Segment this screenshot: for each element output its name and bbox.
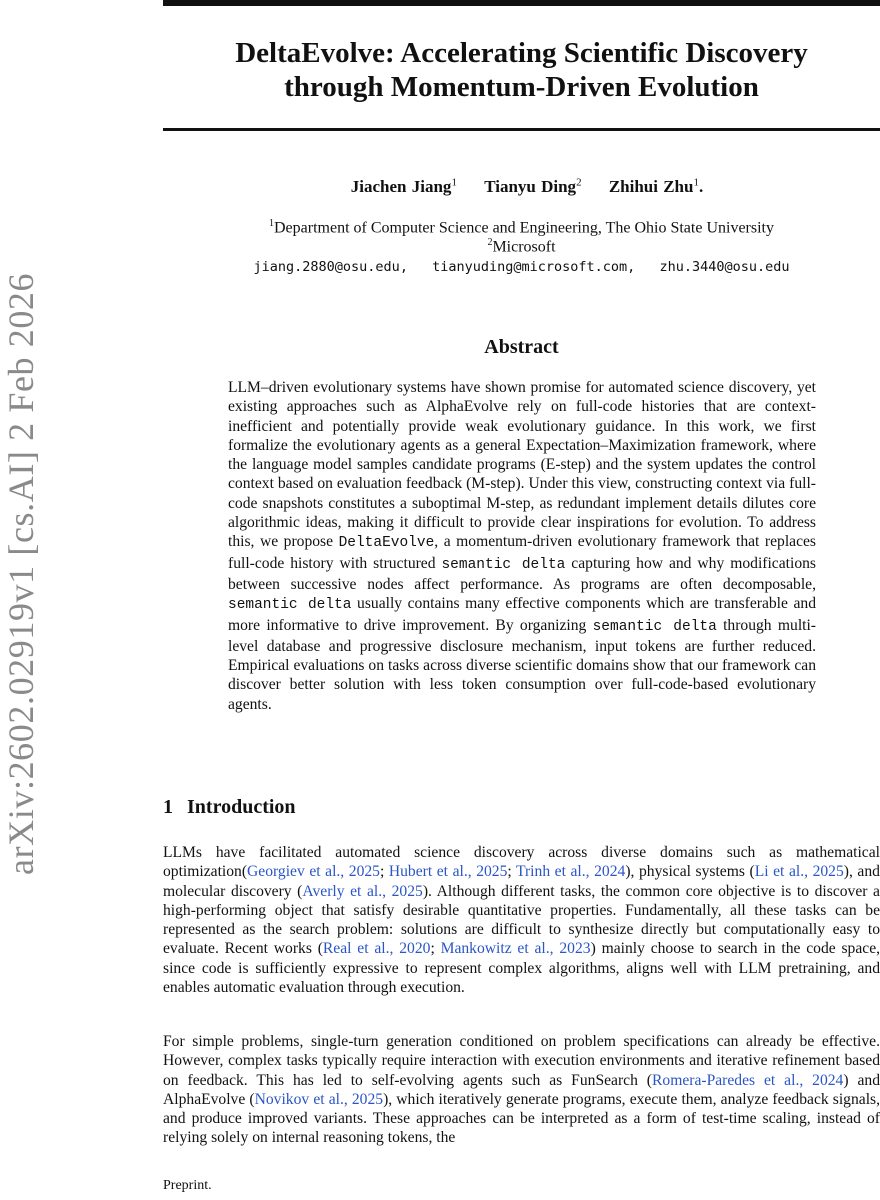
author-name: Zhihui Zhu — [608, 176, 694, 196]
email[interactable]: tianyuding@microsoft.com, — [432, 259, 636, 275]
body-text: ), physical systems ( — [625, 863, 755, 881]
citation-link[interactable]: Hubert et al., 2025 — [388, 863, 508, 881]
author — [609, 177, 703, 196]
citation-link[interactable]: Novikov et al., 2025 — [254, 1090, 384, 1108]
affiliation-mark: 1 — [693, 176, 699, 188]
intro-paragraph-2 — [163, 1032, 880, 1148]
affiliation — [163, 218, 880, 237]
body-text: ; — [507, 863, 517, 881]
abstract-heading: Abstract — [484, 336, 559, 358]
abstract-text: through multi-level database and progressive disclosure mechanism, input tokens are further reduced. Empirical evaluations on tasks across diverse scientific domains show that our framework can discover better solution with less token consumption over full-code-based evolutionary agents. — [228, 616, 817, 713]
inline-code: semantic delta — [592, 618, 717, 635]
citation-link[interactable]: Averly et al., 2025 — [302, 882, 423, 900]
affiliation-text: Department of Computer Science and Engineering, The Ohio State University — [273, 219, 774, 237]
paper-title — [163, 36, 880, 104]
body-text: ) mainly choose to search in the code space, since code is sufficiently expressive to represent complex algorithms, aligns well with LLM pretraining, and enables automatic evaluation through execution. — [163, 940, 880, 997]
citation-link[interactable]: Romera-Paredes et al., 2024 — [652, 1071, 844, 1089]
email-list — [163, 259, 880, 275]
body-text: ; — [379, 863, 389, 881]
abstract-text: LLM–driven evolutionary systems have shown promise for automated science discovery, yet existing approaches such as AlphaEvolve rely on full-code histories that are context-inefficient and potentially provide weak evolutionary guidance. In this work, we first formalize the evolutionary agents as a general Expectation–Maximization framework, where the language model samples candidate programs (E-step) and the system updates the control context based on evaluation feedback (M-step). Under this view, constructing context via full-code snapshots constitutes a suboptimal M-step, as redundant implement details dilutes core algorithmic ideas, making it difficult to provide clear inspirations for evolution. To address this, we propose — [228, 379, 816, 551]
affiliation-mark: 2 — [576, 176, 582, 188]
inline-code: semantic delta — [228, 597, 352, 614]
affiliation-mark: 1 — [268, 218, 274, 229]
section-title: Introduction — [187, 796, 296, 818]
author-list — [163, 176, 880, 197]
body-text: ), which iteratively generate programs, execute them, analyze feedback signals, and produce improved variants. These approaches can be interpreted as a form of test-time scaling, instead of relying solely on internal reasoning tokens, the — [163, 1090, 880, 1147]
abstract-text: capturing how and why modifications between successive nodes affect performance. As programs are often decomposable, — [228, 554, 816, 593]
affiliation-mark: 2 — [487, 237, 493, 248]
affiliation — [163, 237, 880, 256]
footer-note: Preprint. — [163, 1178, 212, 1193]
affiliation-text: Microsoft — [492, 238, 556, 256]
top-rule — [163, 0, 880, 6]
affiliation-mark: 1 — [451, 176, 457, 188]
title-line-2: through Momentum-Driven Evolution — [284, 71, 759, 103]
abstract-text: , a momentum-driven evolutionary framework that replaces full-code history with structured — [228, 533, 816, 572]
title-rule — [163, 128, 880, 131]
citation-link[interactable]: Real et al., 2020 — [322, 940, 431, 958]
inline-code: DeltaEvolve — [338, 535, 435, 552]
body-text: ; — [430, 940, 441, 958]
citation-link[interactable]: Mankowitz et al., 2023 — [440, 940, 591, 958]
citation-link[interactable]: Georgiev et al., 2025 — [247, 863, 380, 881]
body-text: ), and molecular discovery ( — [163, 863, 880, 900]
email[interactable]: zhu.3440@osu.edu — [659, 259, 790, 275]
author — [484, 177, 581, 196]
inline-code: semantic delta — [441, 556, 566, 573]
email[interactable]: jiang.2880@osu.edu, — [253, 259, 408, 275]
abstract-body — [228, 378, 816, 714]
citation-link[interactable]: Li et al., 2025 — [754, 863, 844, 881]
body-text: ) and AlphaEvolve ( — [163, 1071, 880, 1108]
body-text: LLMs have facilitated automated science discovery across diverse domains such as mathematical optimization( — [163, 844, 880, 881]
section-number: 1 — [163, 796, 173, 818]
section-heading — [163, 796, 296, 819]
arxiv-sidebar-stamp: arXiv:2602.02919v1 [cs.AI] 2 Feb 2026 — [1, 272, 41, 875]
title-line-1: DeltaEvolve: Accelerating Scientific Discovery — [235, 37, 808, 69]
author — [351, 177, 457, 196]
abstract-text: usually contains many effective components which are transferable and more informative to drive improvement. By organizing — [228, 595, 816, 634]
citation-link[interactable]: Trinh et al., 2024 — [516, 863, 626, 881]
author-trailing: . — [698, 176, 704, 196]
intro-paragraph-1 — [163, 843, 880, 997]
author-name: Jiachen Jiang — [350, 176, 452, 196]
body-text: ). Although different tasks, the common core objective is to discover a high-performing object that satisfy desirable quantitative properties. Fundamentally, all these tasks can be represented as the search problem: solutions are difficult to synthesize directly but computationally easy to evaluate. Recent works ( — [163, 882, 880, 958]
body-text: For simple problems, single-turn generation conditioned on problem specifications can already be effective. However, complex tasks typically require interaction with execution environments and iterative refinement based on feedback. This has led to self-evolving agents such as FunSearch ( — [163, 1033, 880, 1089]
author-name: Tianyu Ding — [484, 176, 577, 196]
